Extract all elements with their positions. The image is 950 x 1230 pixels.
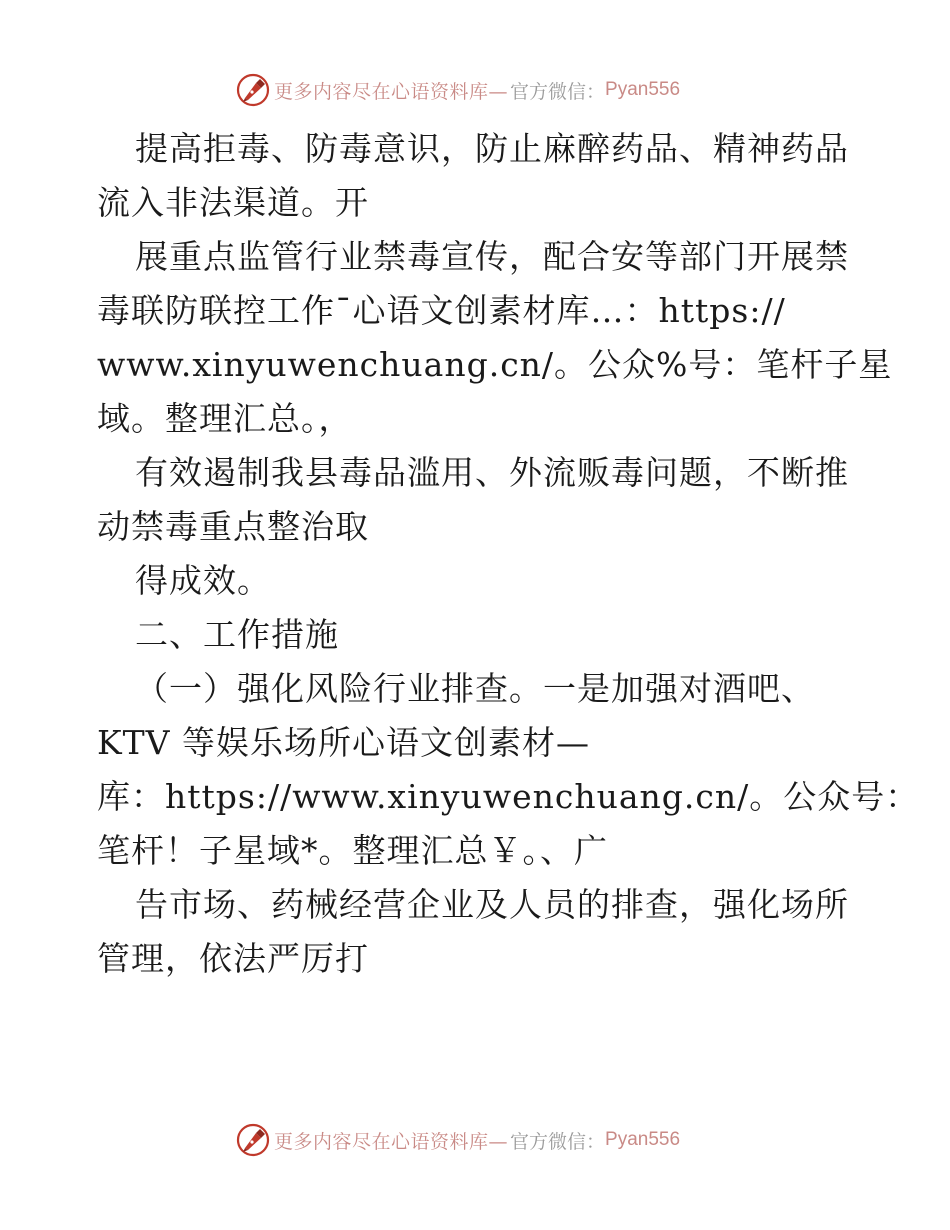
footer-slogan: 更多内容尽在心语资料库— [274,1130,509,1153]
subsection-heading: （一）强化风险行业排查。一是加强对酒吧、 [135,669,815,708]
footer-wechat-id: Pyan556 [605,1129,681,1150]
section-heading: 二、工作措施 [135,615,339,654]
footer-wechat-label: 官方微信： [510,1130,606,1153]
text-line: 库：https://www.xinyuwenchuang.cn/。公众号： [97,777,920,816]
document-body [97,122,920,986]
text-line: 域。整理汇总。， [97,399,353,438]
text-line: 提高拒毒、防毒意识，防止麻醉药品、精神药品 [135,129,849,168]
text-line: 动禁毒重点整治取 [97,507,369,546]
text-line: 得成效。 [135,561,271,600]
footer-banner [236,1122,680,1158]
fountain-pen-nib-icon [236,1123,270,1157]
header-slogan: 更多内容尽在心语资料库— [274,80,509,103]
text-line: 管理，依法严厉打 [97,939,369,978]
text-line: www.xinyuwenchuang.cn/。公众%号：笔杆子星 [97,345,893,384]
text-line: 流入非法渠道。开 [97,183,369,222]
fountain-pen-nib-icon [236,73,270,107]
text-line: 展重点监管行业禁毒宣传，配合安等部门开展禁 [135,237,849,276]
header-banner [236,72,680,108]
text-line: 毒联防联控工作¯心语文创素材库…：https:// [97,291,786,330]
header-wechat-label: 官方微信： [510,80,606,103]
text-line: KTV 等娱乐场所心语文创素材— [97,723,590,762]
header-wechat-id: Pyan556 [605,79,681,100]
text-line: 告市场、药械经营企业及人员的排查，强化场所 [135,885,849,924]
text-line: 笔杆！子星域*。整理汇总￥。、广 [97,831,608,870]
text-line: 有效遏制我县毒品滥用、外流贩毒问题，不断推 [135,453,849,492]
